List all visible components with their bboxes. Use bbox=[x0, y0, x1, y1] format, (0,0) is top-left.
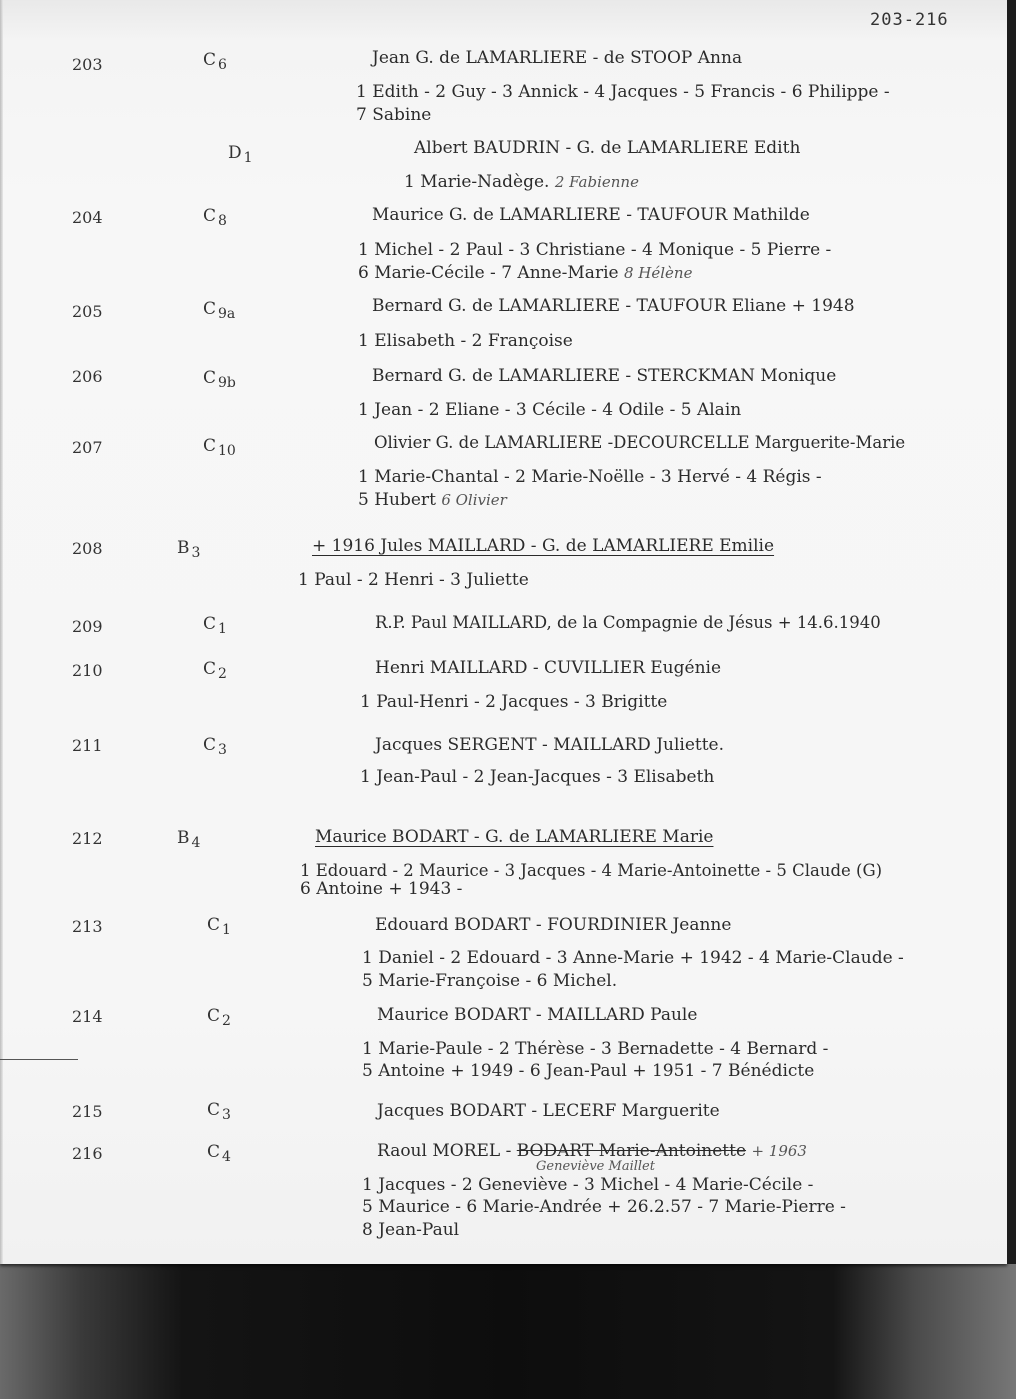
generation-letter: B bbox=[177, 828, 190, 848]
couple: Bernard G. de LAMARLIERE - TAUFOUR Eliane + 1948 bbox=[372, 296, 855, 316]
generation-code bbox=[207, 1006, 231, 1029]
couple bbox=[377, 1141, 807, 1161]
generation-index: 2 bbox=[222, 1013, 231, 1029]
generation-letter: C bbox=[207, 1100, 221, 1120]
generation-letter: C bbox=[203, 50, 217, 70]
generation-letter: C bbox=[203, 735, 217, 755]
children-line bbox=[404, 172, 639, 192]
entry-number: 203 bbox=[72, 55, 103, 74]
handwritten-note: + 1963 bbox=[751, 1142, 807, 1160]
generation-letter: C bbox=[203, 206, 217, 226]
children-line: 1 Michel - 2 Paul - 3 Christiane - 4 Monique - 5 Pierre - bbox=[358, 240, 832, 260]
generation-code bbox=[203, 368, 236, 391]
entry-number: 206 bbox=[72, 367, 103, 386]
entry-number: 211 bbox=[72, 736, 103, 755]
children-text: 5 Hubert bbox=[358, 490, 436, 510]
couple: Jean G. de LAMARLIERE - de STOOP Anna bbox=[372, 48, 743, 68]
generation-code bbox=[228, 143, 253, 166]
children-line: 1 Marie-Paule - 2 Thérèse - 3 Bernadette - 4 Bernard - bbox=[362, 1039, 829, 1059]
children-line: 1 Jean - 2 Eliane - 3 Cécile - 4 Odile - 5 Alain bbox=[358, 400, 742, 420]
page-range: 203-216 bbox=[870, 10, 949, 30]
children-line: 1 Paul - 2 Henri - 3 Juliette bbox=[298, 570, 529, 590]
couple-heading: Maurice BODART - G. de LAMARLIERE Marie bbox=[315, 827, 714, 847]
margin-mark bbox=[0, 1059, 78, 1060]
handwritten-note: 8 Hélène bbox=[623, 264, 693, 282]
children-line: 5 Antoine + 1949 - 6 Jean-Paul + 1951 - 7 Bénédicte bbox=[362, 1061, 815, 1081]
generation-letter: C bbox=[203, 659, 217, 679]
children-line: 1 Paul-Henri - 2 Jacques - 3 Brigitte bbox=[360, 692, 668, 712]
generation-index: 9b bbox=[218, 375, 236, 391]
children-line: 5 Maurice - 6 Marie-Andrée + 26.2.57 - 7 Marie-Pierre - bbox=[362, 1197, 846, 1217]
generation-letter: C bbox=[203, 299, 217, 319]
handwritten-note: 2 Fabienne bbox=[554, 173, 639, 191]
generation-code bbox=[203, 614, 227, 637]
entry-number: 210 bbox=[72, 661, 103, 680]
generation-index: 4 bbox=[191, 835, 201, 851]
generation-code bbox=[203, 50, 227, 73]
couple: Jacques BODART - LECERF Marguerite bbox=[377, 1101, 720, 1121]
page-edge bbox=[0, 0, 3, 1264]
generation-code bbox=[203, 659, 227, 682]
couple: Olivier G. de LAMARLIERE -DECOURCELLE Marguerite-Marie bbox=[374, 433, 906, 452]
couple: Bernard G. de LAMARLIERE - STERCKMAN Monique bbox=[372, 366, 837, 386]
generation-code bbox=[203, 206, 227, 229]
children-line: 8 Jean-Paul bbox=[362, 1220, 460, 1240]
couple: Albert BAUDRIN - G. de LAMARLIERE Edith bbox=[414, 138, 801, 158]
entry-number: 209 bbox=[72, 617, 103, 636]
children-line: 1 Jean-Paul - 2 Jean-Jacques - 3 Elisabeth bbox=[360, 767, 715, 787]
generation-index: 1 bbox=[243, 150, 253, 166]
children-text: 1 Marie-Nadège. bbox=[404, 172, 550, 192]
generation-letter: B bbox=[177, 538, 190, 558]
couple: Maurice BODART - MAILLARD Paule bbox=[377, 1005, 698, 1025]
children-line: 1 Elisabeth - 2 Françoise bbox=[358, 331, 573, 351]
entry-number: 207 bbox=[72, 438, 103, 457]
generation-letter: C bbox=[203, 368, 217, 388]
generation-code bbox=[203, 436, 236, 459]
children-line bbox=[358, 263, 692, 283]
entry-number: 204 bbox=[72, 208, 103, 227]
generation-index: 1 bbox=[218, 621, 227, 637]
struck-text: BODART Marie-Antoinette bbox=[516, 1141, 747, 1161]
generation-index: 6 bbox=[218, 57, 227, 73]
generation-code bbox=[177, 538, 201, 561]
couple: Maurice G. de LAMARLIERE - TAUFOUR Mathilde bbox=[372, 205, 810, 225]
couple: Edouard BODART - FOURDINIER Jeanne bbox=[375, 915, 732, 935]
handwritten-correction: Geneviève Maillet bbox=[536, 1159, 655, 1174]
entry-number: 215 bbox=[72, 1102, 103, 1121]
generation-code bbox=[177, 828, 201, 851]
children-line: 1 Daniel - 2 Edouard - 3 Anne-Marie + 1942 - 4 Marie-Claude - bbox=[362, 948, 904, 968]
generation-code bbox=[203, 735, 227, 758]
entry-number: 214 bbox=[72, 1007, 103, 1026]
generation-code bbox=[203, 299, 236, 322]
entry-number: 212 bbox=[72, 829, 103, 848]
scan-background bbox=[0, 1262, 1016, 1399]
generation-code bbox=[207, 915, 231, 938]
children-line: 1 Edouard - 2 Maurice - 3 Jacques - 4 Marie-Antoinette - 5 Claude (G) bbox=[300, 861, 883, 880]
children-line: 5 Marie-Françoise - 6 Michel. bbox=[362, 971, 618, 991]
children-line: 1 Marie-Chantal - 2 Marie-Noëlle - 3 Hervé - 4 Régis - bbox=[358, 467, 822, 487]
entry-number: 216 bbox=[72, 1144, 103, 1163]
entry-number: 208 bbox=[72, 539, 103, 558]
generation-letter: C bbox=[207, 1006, 221, 1026]
couple-heading: + 1916 Jules MAILLARD - G. de LAMARLIERE Emilie bbox=[312, 536, 775, 556]
generation-letter: C bbox=[207, 1142, 221, 1162]
generation-code bbox=[207, 1142, 231, 1165]
generation-index: 3 bbox=[191, 545, 201, 561]
page-edge-shadow bbox=[1007, 0, 1016, 1264]
entry-number: 213 bbox=[72, 917, 103, 936]
children-line: 6 Antoine + 1943 - bbox=[300, 879, 463, 899]
children-line: 7 Sabine bbox=[356, 105, 432, 125]
couple: Jacques SERGENT - MAILLARD Juliette. bbox=[375, 735, 725, 755]
generation-index: 10 bbox=[218, 443, 236, 459]
children-text: 6 Marie-Cécile - 7 Anne-Marie bbox=[358, 263, 619, 283]
generation-index: 2 bbox=[218, 666, 227, 682]
generation-letter: C bbox=[203, 436, 217, 456]
handwritten-note: 6 Olivier bbox=[441, 491, 507, 509]
entry-number: 205 bbox=[72, 302, 103, 321]
generation-index: 3 bbox=[218, 742, 227, 758]
generation-index: 3 bbox=[222, 1107, 231, 1123]
generation-code bbox=[207, 1100, 231, 1123]
generation-letter: D bbox=[228, 143, 242, 163]
couple: Henri MAILLARD - CUVILLIER Eugénie bbox=[375, 658, 722, 678]
children-line: 1 Edith - 2 Guy - 3 Annick - 4 Jacques - 5 Francis - 6 Philippe - bbox=[356, 82, 890, 102]
couple-text: Raoul MOREL - bbox=[377, 1141, 517, 1161]
couple: R.P. Paul MAILLARD, de la Compagnie de Jésus + 14.6.1940 bbox=[375, 613, 881, 632]
generation-letter: C bbox=[203, 614, 217, 634]
generation-letter: C bbox=[207, 915, 221, 935]
generation-index: 9a bbox=[218, 306, 236, 322]
generation-index: 1 bbox=[222, 922, 231, 938]
children-line: 1 Jacques - 2 Geneviève - 3 Michel - 4 Marie-Cécile - bbox=[362, 1175, 814, 1195]
generation-index: 8 bbox=[218, 213, 227, 229]
generation-index: 4 bbox=[222, 1149, 231, 1165]
children-line bbox=[358, 490, 507, 510]
